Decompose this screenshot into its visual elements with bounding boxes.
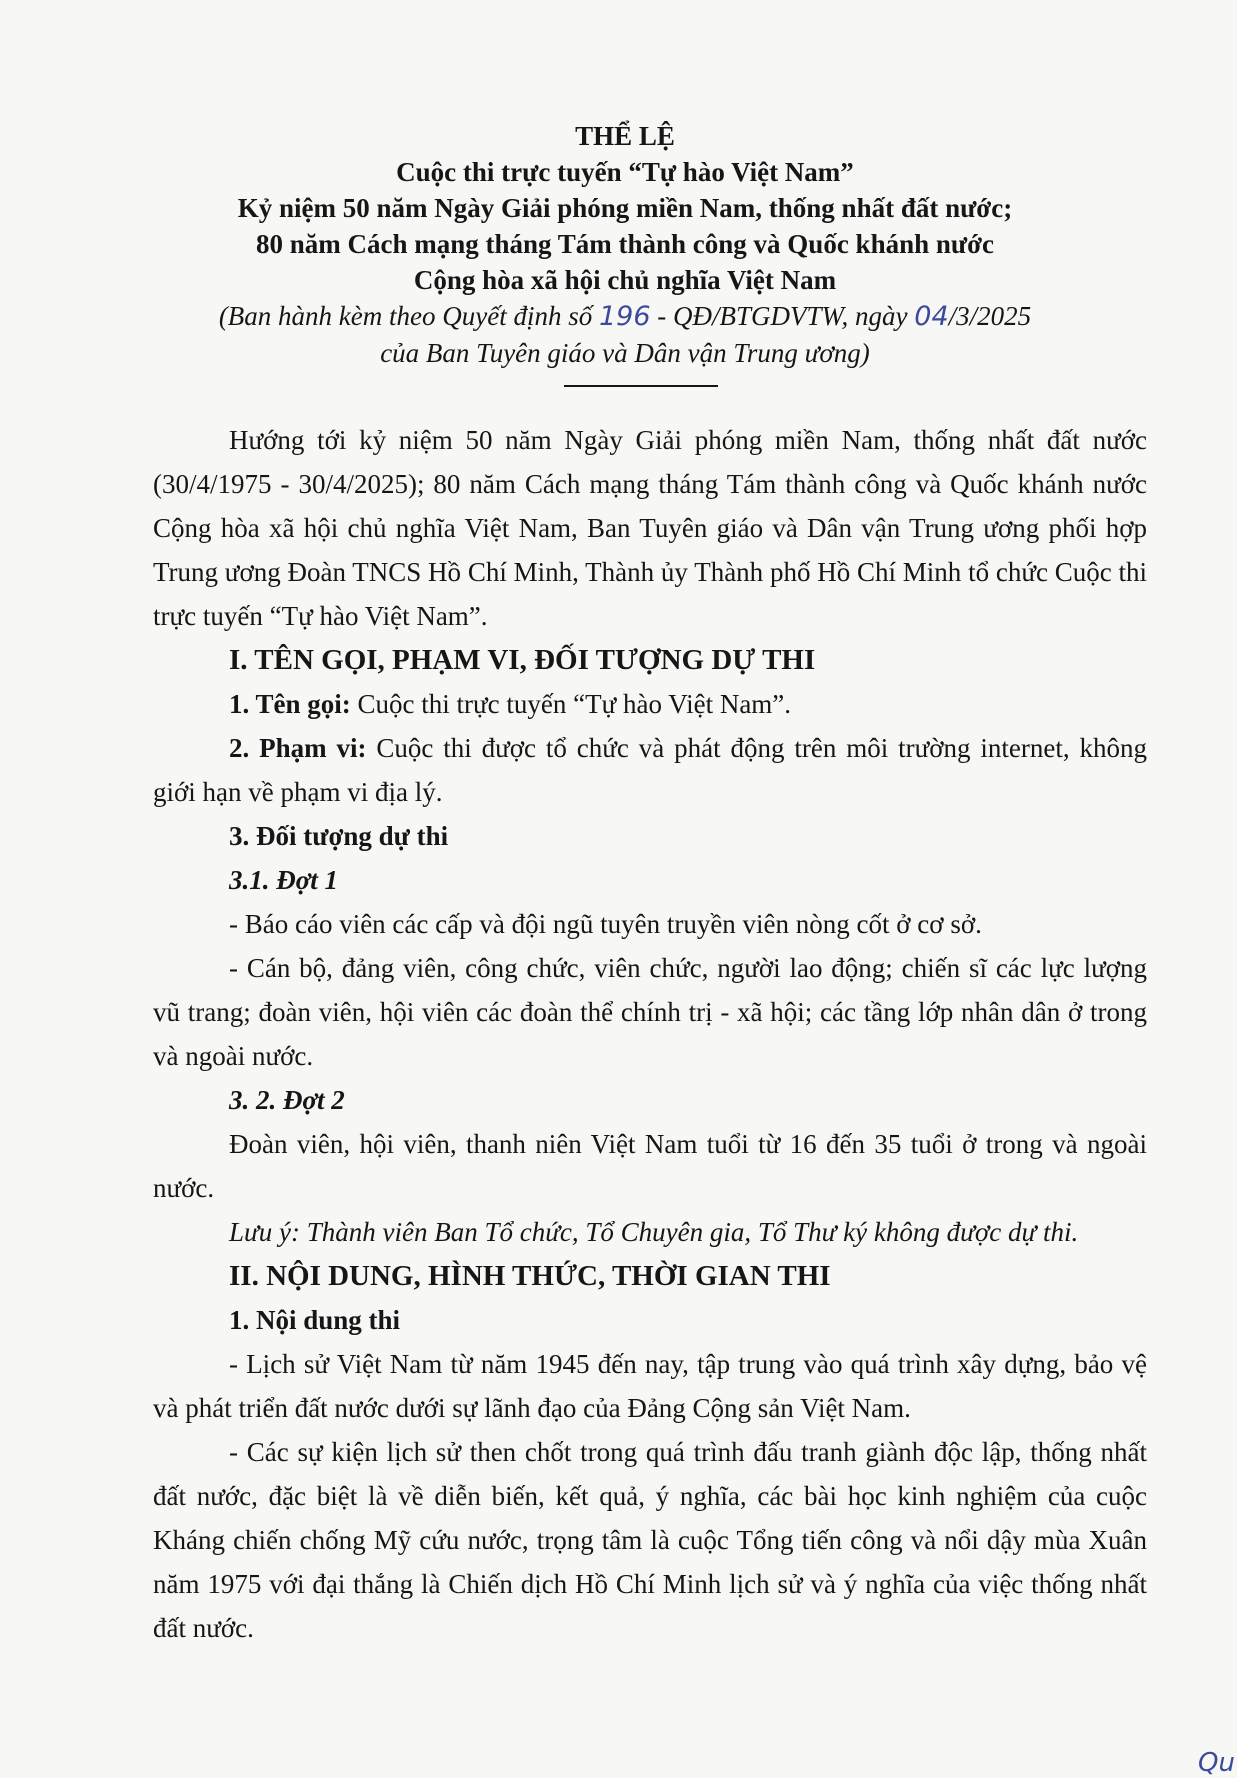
name-text: Cuộc thi trực tuyến “Tự hào Việt Nam”. [350,689,792,719]
contest-name-line: Cuộc thi trực tuyến “Tự hào Việt Nam” [396,157,854,187]
decision-day-handwritten: 04 [914,301,949,332]
document-title: THỂ LỆ [575,121,675,151]
handwritten-initials: Qu [1198,1748,1235,1778]
round-2-paragraph: Đoàn viên, hội viên, thanh niên Việt Nam tuổi từ 16 đến 35 tuổi ở trong và ngoài nước. [153,1129,1147,1203]
decision-number-handwritten: 196 [598,301,651,332]
content-item: - Các sự kiện lịch sử then chốt trong quá trình đấu tranh giành độc lập, thống nhất đất nước, đặc biệt là về diễn biến, kết quả, ý nghĩa, các bài học kinh nghiệm của cuộc Kháng chiến chống Mỹ cứu nước, trọng tâm là cuộc Tổng tiến công và nổi dậy mùa Xuân năm 1975 với đại thắng là Chiến dịch Hồ Chí Minh lịch sử và ý nghĩa của việc thống nhất đất nước. [153,1437,1147,1643]
document-body [153,418,1147,1650]
round-1-item: - Báo cáo viên các cấp và đội ngũ tuyên truyền viên nòng cốt ở cơ sở. [229,909,982,939]
content-item: - Lịch sử Việt Nam từ năm 1945 đến nay, tập trung vào quá trình xây dựng, bảo vệ và phát triển đất nước dưới sự lãnh đạo của Đảng Cộng sản Việt Nam. [153,1349,1147,1423]
decision-prefix: (Ban hành kèm theo Quyết định số [218,301,599,331]
section-2-heading: II. NỘI DUNG, HÌNH THỨC, THỜI GIAN THI [229,1260,831,1292]
content-heading: 1. Nội dung thi [229,1305,401,1335]
decision-middle: - QĐ/BTGDVTW, ngày [650,301,915,331]
anniversary-line-2: 80 năm Cách mạng tháng Tám thành công và Quốc khánh nước [255,229,995,259]
header-divider [564,385,718,387]
document-header [150,118,1100,371]
scope-label: 2. Phạm vi: [229,733,367,763]
participants-heading: 3. Đối tượng dự thi [229,821,449,851]
anniversary-line-3: Cộng hòa xã hội chủ nghĩa Việt Nam [413,265,837,295]
round-1-heading: 3.1. Đợt 1 [229,865,338,895]
anniversary-line-1: Kỷ niệm 50 năm Ngày Giải phóng miền Nam, thống nhất đất nước; [237,193,1013,223]
decision-suffix: /3/2025 [948,301,1032,331]
decision-reference [150,298,1100,335]
section-1-heading: I. TÊN GỌI, PHẠM VI, ĐỐI TƯỢNG DỰ THI [229,644,816,676]
round-1-item: - Cán bộ, đảng viên, công chức, viên chức, người lao động; chiến sĩ các lực lượng vũ trang; đoàn viên, hội viên các đoàn thể chính trị - xã hội; các tầng lớp nhân dân ở trong và ngoài nước. [153,953,1147,1071]
scope-text: Cuộc thi được tổ chức và phát động trên môi trường internet, không giới hạn về phạm vi địa lý. [153,733,1148,807]
intro-paragraph: Hướng tới kỷ niệm 50 năm Ngày Giải phóng miền Nam, thống nhất đất nước (30/4/1975 - 30/4/2025); 80 năm Cách mạng tháng Tám thành công và Quốc khánh nước Cộng hòa xã hội chủ nghĩa Việt Nam, Ban Tuyên giáo và Dân vận Trung ương phối hợp Trung ương Đoàn TNCS Hồ Chí Minh, Thành ủy Thành phố Hồ Chí Minh tổ chức Cuộc thi trực tuyến “Tự hào Việt Nam”. [153,425,1147,631]
scope-paragraph [153,726,1147,814]
note-paragraph: Lưu ý: Thành viên Ban Tổ chức, Tổ Chuyên gia, Tổ Thư ký không được dự thi. [229,1217,1079,1247]
name-label: 1. Tên gọi: [229,689,351,719]
round-2-heading: 3. 2. Đợt 2 [229,1085,345,1115]
name-paragraph [153,682,1147,726]
issuer-line: của Ban Tuyên giáo và Dân vận Trung ương) [380,338,870,368]
